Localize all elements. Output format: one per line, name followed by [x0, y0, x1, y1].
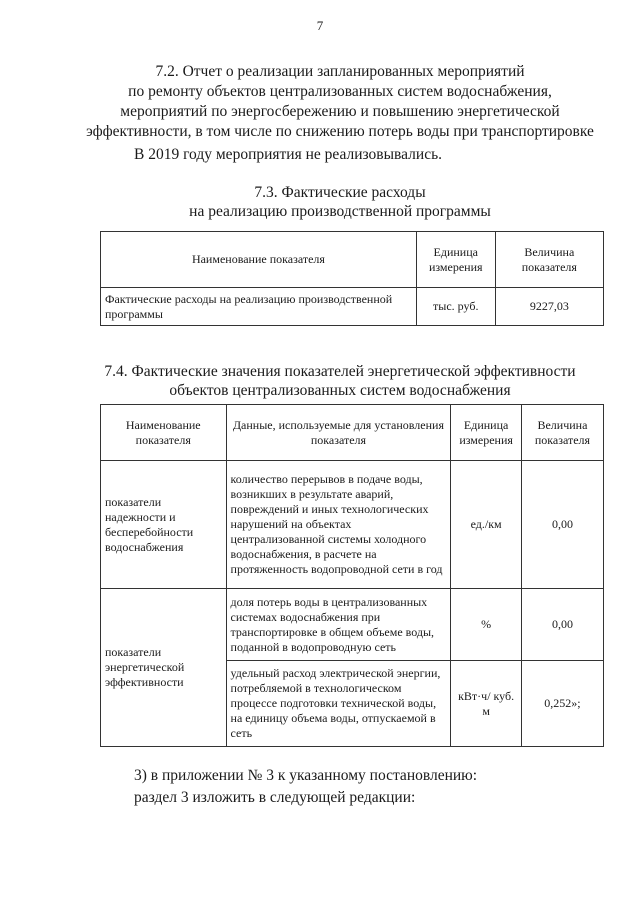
group1-name: показатели надежности и бесперебойности водоснабжения [101, 461, 227, 589]
group1-value: 0,00 [521, 461, 603, 589]
title-line: по ремонту объектов централизованных систем водоснабжения, [128, 83, 552, 100]
header-unit: Единица измерения [416, 232, 495, 288]
footer-line-2: раздел 3 изложить в следующей редакции: [134, 789, 416, 806]
footer-line-1: 3) в приложении № 3 к указанному постановлению: [134, 767, 478, 784]
title-line: мероприятий по энергосбережению и повышению энергетической [120, 103, 560, 120]
header-unit: Единица измерения [451, 405, 522, 461]
page-number: 7 [316, 18, 324, 33]
group2-row2-unit: кВт·ч/ куб. м [451, 661, 522, 747]
group2-row2-data: удельный расход электрической энергии, потребляемой в технологическом процессе подготовки технической воды, на единицу объема воды, отпускаемой в сеть [226, 661, 451, 747]
title-line: 7.2. Отчет о реализации запланированных мероприятий [155, 63, 525, 80]
title-line: объектов централизованных систем водоснабжения [169, 382, 511, 399]
header-value: Величина показателя [495, 232, 603, 288]
expenses-table [100, 231, 604, 326]
title-line: на реализацию производственной программы [189, 203, 491, 220]
header-data: Данные, используемые для установления показателя [226, 405, 451, 461]
header-name: Наименование показателя [101, 405, 227, 461]
row-name: Фактические расходы на реализацию производственной программы [101, 288, 417, 326]
group1-data: количество перерывов в подаче воды, возникших в результате аварий, повреждений и иных технологических нарушений на объектах централизованной системы холодного водоснабжения, в расчете на протяженность водопроводной сети в год [226, 461, 451, 589]
header-value: Величина показателя [521, 405, 603, 461]
group2-row1-data: доля потерь воды в централизованных системах водоснабжения при транспортировке в общем объеме воды, поданной в водопроводную сеть [226, 589, 451, 661]
group2-row1-unit: % [451, 589, 522, 661]
group2-row2-value: 0,252»; [521, 661, 603, 747]
title-line: 7.3. Фактические расходы [254, 184, 426, 201]
title-line: 7.4. Фактические значения показателей энергетической эффективности [104, 363, 576, 380]
row-unit: тыс. руб. [416, 288, 495, 326]
efficiency-table [100, 404, 604, 747]
section-7-2-text: В 2019 году мероприятия не реализовывались. [134, 146, 443, 163]
group2-row1-value: 0,00 [521, 589, 603, 661]
group1-unit: ед./км [451, 461, 522, 589]
group2-name: показатели энергетической эффективности [101, 589, 227, 747]
header-name: Наименование показателя [101, 232, 417, 288]
title-line: эффективности, в том числе по снижению потерь воды при транспортировке [86, 123, 594, 140]
row-value: 9227,03 [495, 288, 603, 326]
section-7-4-title [60, 362, 620, 400]
section-7-3-title [60, 183, 620, 221]
section-7-2-title [60, 62, 620, 142]
